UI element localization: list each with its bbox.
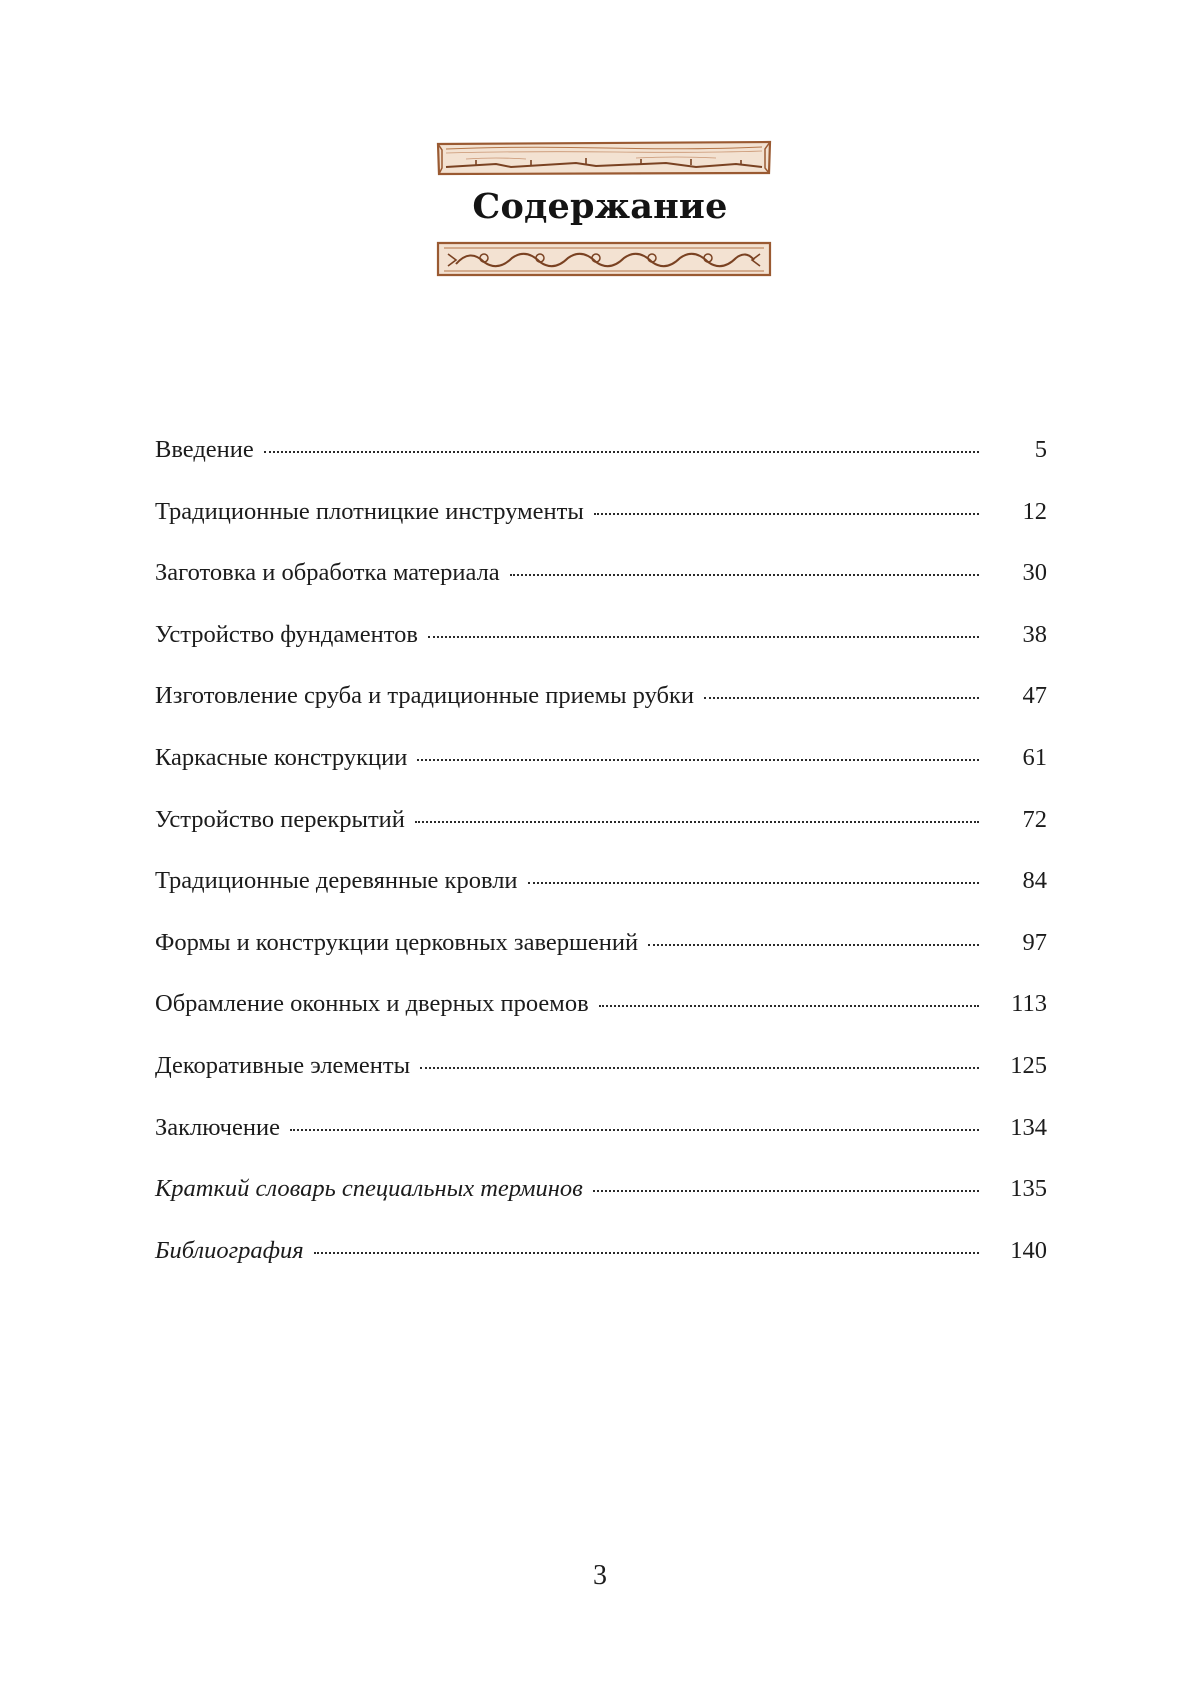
toc-dot-leader [510, 573, 979, 576]
toc-entry-page-number: 30 [1022, 559, 1047, 587]
toc-entry-title: Введение [155, 436, 254, 463]
toc-dot-leader [290, 1128, 979, 1131]
toc-dot-leader [428, 635, 979, 638]
toc-entry[interactable] [155, 559, 1047, 621]
toc-entry-page-number: 47 [1022, 682, 1047, 710]
toc-entry[interactable] [155, 929, 1047, 991]
table-of-contents [155, 436, 1047, 1298]
toc-entry-page-number: 12 [1022, 497, 1047, 525]
toc-entry[interactable] [155, 1114, 1047, 1176]
toc-entry-title: Библиография [155, 1236, 304, 1264]
toc-entry-page-number: 84 [1022, 867, 1047, 895]
toc-entry-title: Формы и конструкции церковных завершений [155, 928, 639, 956]
toc-entry-title: Традиционные плотницкие инструменты [155, 497, 584, 525]
toc-dot-leader [599, 1004, 979, 1007]
toc-dot-leader [417, 758, 979, 761]
toc-entry-title: Заготовка и обработка материала [155, 559, 500, 587]
page-title: Содержание [472, 186, 728, 227]
toc-entry-title: Обрамление оконных и дверных проемов [155, 990, 589, 1018]
toc-entry-title: Изготовление сруба и традиционные приемы рубки [155, 682, 694, 710]
toc-entry-page-number: 134 [1010, 1113, 1047, 1141]
toc-entry[interactable] [155, 1052, 1047, 1114]
toc-entry-title: Каркасные конструкции [155, 743, 408, 771]
toc-entry-page-number: 38 [1022, 620, 1047, 648]
toc-dot-leader [648, 943, 979, 946]
toc-entry-page-number: 113 [1011, 990, 1047, 1018]
toc-entry[interactable] [155, 806, 1047, 868]
toc-dot-leader [528, 881, 979, 884]
toc-entry-title: Декоративные элементы [155, 1051, 411, 1079]
toc-entry[interactable] [155, 744, 1047, 806]
toc-entry-page-number: 125 [1010, 1051, 1047, 1079]
toc-dot-leader [594, 512, 979, 515]
toc-entry-page-number: 61 [1022, 743, 1047, 771]
toc-entry-page-number: 72 [1022, 805, 1047, 833]
toc-dot-leader [314, 1251, 979, 1254]
toc-entry-page-number: 135 [1010, 1175, 1047, 1203]
toc-entry-title: Устройство фундаментов [155, 620, 418, 648]
toc-entry[interactable] [155, 1175, 1047, 1237]
toc-entry-title: Заключение [155, 1113, 280, 1141]
toc-entry-page-number: 140 [1010, 1236, 1047, 1264]
toc-entry-page-number: 5 [1034, 436, 1047, 463]
toc-entry-page-number: 97 [1022, 928, 1047, 956]
toc-entry[interactable] [155, 1237, 1047, 1299]
ornamental-board-icon [436, 240, 772, 278]
toc-dot-leader [593, 1189, 979, 1192]
toc-dot-leader [264, 450, 979, 453]
carved-board-bottom-ornament [436, 240, 772, 278]
toc-dot-leader [415, 820, 979, 823]
toc-entry[interactable] [155, 498, 1047, 560]
toc-dot-leader [420, 1066, 979, 1069]
toc-entry[interactable] [155, 867, 1047, 929]
toc-entry[interactable] [155, 621, 1047, 683]
toc-entry-title: Традиционные деревянные кровли [155, 867, 518, 895]
toc-dot-leader [704, 696, 979, 699]
toc-entry-title: Краткий словарь специальных терминов [155, 1175, 583, 1203]
carved-board-top-ornament [436, 140, 772, 176]
toc-entry[interactable] [155, 990, 1047, 1052]
toc-entry[interactable] [155, 682, 1047, 744]
toc-entry[interactable] [155, 436, 1047, 498]
toc-entry-title: Устройство перекрытий [155, 805, 405, 833]
carved-board-icon [436, 140, 772, 176]
page-number: 3 [593, 1560, 607, 1591]
